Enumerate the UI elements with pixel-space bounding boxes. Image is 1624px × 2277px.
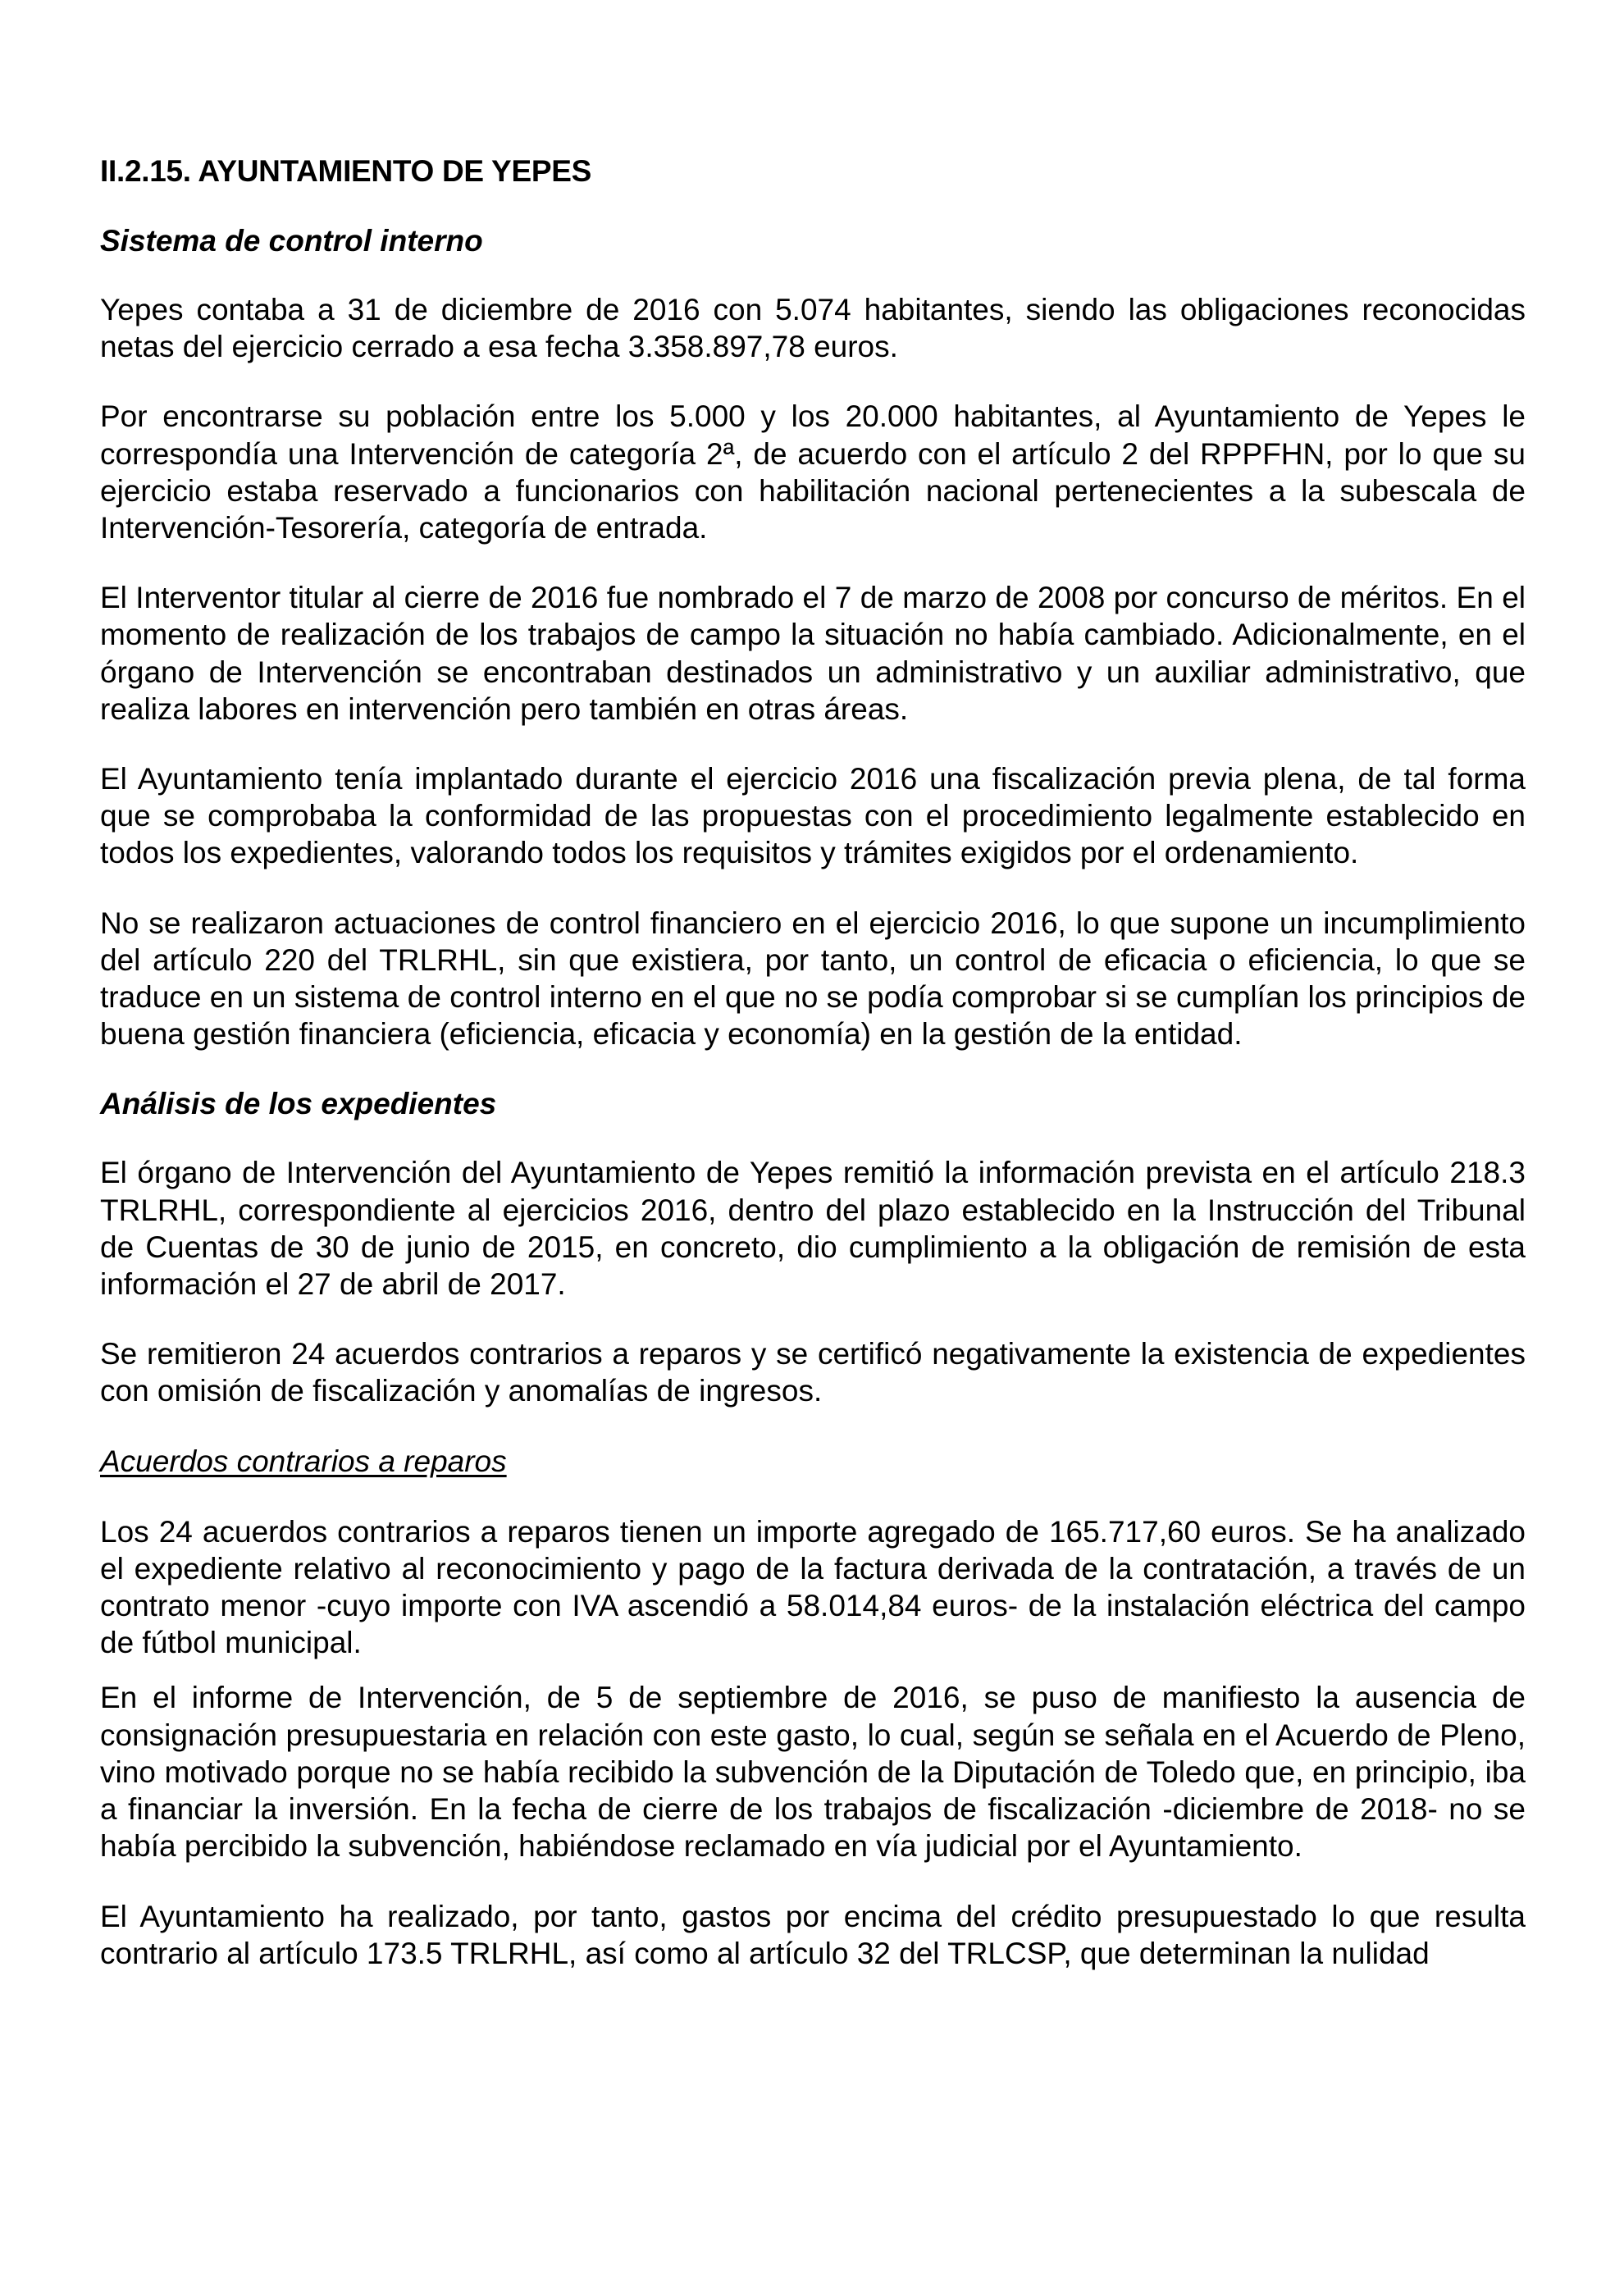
paragraph: El Ayuntamiento tenía implantado durante el ejercicio 2016 una fiscalización previa plena, de tal forma que se comprobaba la conformidad de las propuestas con el procedimiento legalmente establecido en todos los expedientes, valorando todos los requisitos y trámites exigidos por el ordenamiento. (100, 762, 1526, 870)
paragraph: Los 24 acuerdos contrarios a reparos tienen un importe agregado de 165.717,60 euros. Se ha analizado el expediente relativo al reconocimiento y pago de la factura derivada de la contratación, a través de un contrato menor -cuyo importe con IVA ascendió a 58.014,84 euros- de la instalación eléctrica del campo de fútbol municipal. (100, 1514, 1526, 1660)
paragraph: Se remitieron 24 acuerdos contrarios a reparos y se certificó negativamente la existencia de expedientes con omisión de fiscalización y anomalías de ingresos. (100, 1337, 1526, 1408)
paragraph: El Interventor titular al cierre de 2016 fue nombrado el 7 de marzo de 2008 por concurso de méritos. En el momento de realización de los trabajos de campo la situación no había cambiado. Adicionalmente, en el órgano de Intervención se encontraban destinados un administrativo y un auxiliar administrativo, que realiza labores en intervención pero también en otras áreas. (100, 581, 1526, 726)
section-heading-analisis-expedientes: Análisis de los expedientes (100, 1087, 497, 1121)
document-title: II.2.15. AYUNTAMIENTO DE YEPES (100, 154, 591, 188)
paragraph: El órgano de Intervención del Ayuntamiento de Yepes remitió la información prevista en el artículo 218.3 TRLRHL, correspondiente al ejercicios 2016, dentro del plazo establecido en la Instrucción del Tribunal de Cuentas de 30 de junio de 2015, en concreto, dio cumplimiento a la obligación de remisión de esta información el 27 de abril de 2017. (100, 1156, 1526, 1302)
paragraph: No se realizaron actuaciones de control financiero en el ejercicio 2016, lo que supone un incumplimiento del artículo 220 del TRLRHL, sin que existiera, por tanto, un control de eficacia o eficiencia, lo que se traduce en un sistema de control interno en el que no se podía comprobar si se cumplían los principios de buena gestión financiera (eficiencia, eficacia y economía) en la gestión de la entidad. (100, 906, 1526, 1052)
paragraph: El Ayuntamiento ha realizado, por tanto, gastos por encima del crédito presupuestado lo que resulta contrario al artículo 173.5 TRLRHL, así como al artículo 32 del TRLCSP, que determinan la nulidad (100, 1899, 1526, 1970)
paragraph: Yepes contaba a 31 de diciembre de 2016 con 5.074 habitantes, siendo las obligaciones reconocidas netas del ejercicio cerrado a esa fecha 3.358.897,78 euros. (100, 293, 1526, 364)
paragraph: Por encontrarse su población entre los 5.000 y los 20.000 habitantes, al Ayuntamiento de Yepes le correspondía una Intervención de categoría 2ª, de acuerdo con el artículo 2 del RPPFHN, por lo que su ejercicio estaba reservado a funcionarios con habilitación nacional pertenecientes a la subescala de Intervención-Tesorería, categoría de entrada. (100, 399, 1526, 545)
section-heading-control-interno: Sistema de control interno (100, 224, 483, 258)
subsection-heading-acuerdos-reparos: Acuerdos contrarios a reparos (100, 1444, 507, 1478)
paragraph: En el informe de Intervención, de 5 de septiembre de 2016, se puso de manifiesto la ausencia de consignación presupuestaria en relación con este gasto, lo cual, según se señala en el Acuerdo de Pleno, vino motivado porque no se había recibido la subvención de la Diputación de Toledo que, en principio, iba a financiar la inversión. En la fecha de cierre de los trabajos de fiscalización -diciembre de 2018- no se había percibido la subvención, habiéndose reclamado en vía judicial por el Ayuntamiento. (100, 1681, 1526, 1864)
